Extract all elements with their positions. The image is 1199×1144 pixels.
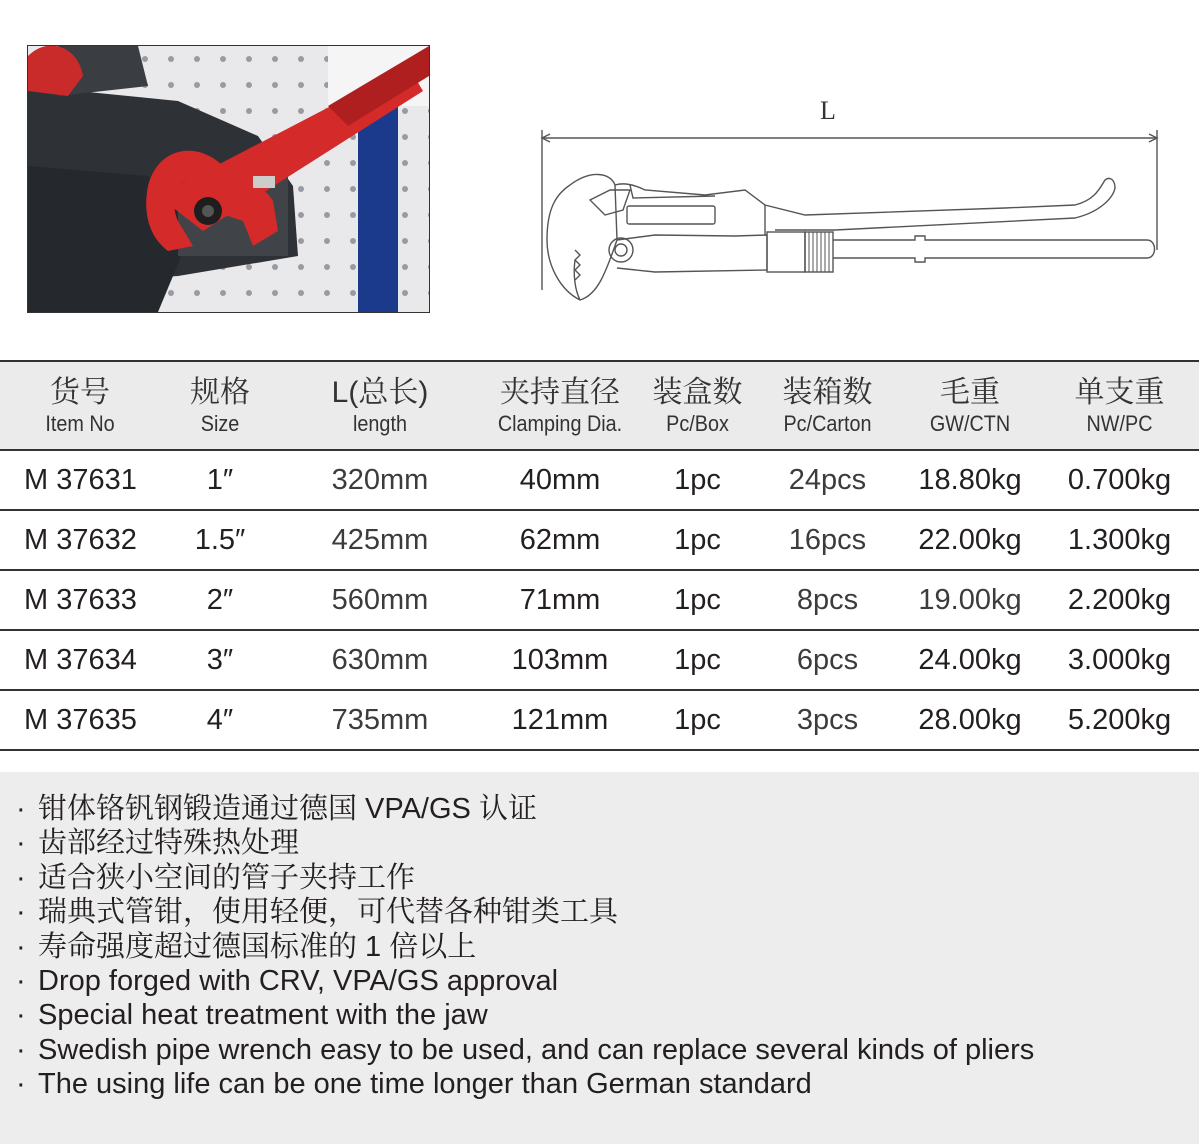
bullet: · bbox=[16, 965, 26, 998]
cell-item-no: M 37634 bbox=[0, 630, 160, 690]
cell-pc-box: 1pc bbox=[640, 510, 755, 570]
header-pc-box: 装盒数 Pc/Box bbox=[640, 361, 755, 450]
cell-pc-carton: 8pcs bbox=[755, 570, 900, 630]
cell-pc-carton: 24pcs bbox=[755, 450, 900, 510]
cell-size: 4″ bbox=[160, 690, 280, 750]
cell-length: 320mm bbox=[280, 450, 480, 510]
header-length: L(总长) length bbox=[280, 361, 480, 450]
cell-pc-box: 1pc bbox=[640, 690, 755, 750]
table-row bbox=[0, 570, 1199, 630]
bullet: · bbox=[16, 793, 26, 825]
cell-nw-pc: 3.000kg bbox=[1040, 630, 1199, 690]
header-clamping-dia: 夹持直径 Clamping Dia. bbox=[480, 361, 640, 450]
header-pc-carton: 装箱数 Pc/Carton bbox=[755, 361, 900, 450]
table-row bbox=[0, 510, 1199, 570]
cell-item-no: M 37631 bbox=[0, 450, 160, 510]
list-item: · 钳体铬钒钢锻造通过德国 VPA/GS 认证 bbox=[16, 793, 537, 825]
cell-nw-pc: 5.200kg bbox=[1040, 690, 1199, 750]
bullet: · bbox=[16, 999, 26, 1032]
cell-item-no: M 37632 bbox=[0, 510, 160, 570]
feature-notes bbox=[0, 772, 1199, 1144]
cell-clamping-dia: 71mm bbox=[480, 570, 640, 630]
header-size: 规格 Size bbox=[160, 361, 280, 450]
bullet: · bbox=[16, 827, 26, 860]
table-row bbox=[0, 690, 1199, 750]
cell-length: 630mm bbox=[280, 630, 480, 690]
cell-gw-ctn: 28.00kg bbox=[900, 690, 1040, 750]
list-item: · 适合狭小空间的管子夹持工作 bbox=[16, 861, 416, 894]
cell-nw-pc: 0.700kg bbox=[1040, 450, 1199, 510]
table-row bbox=[0, 630, 1199, 690]
cell-size: 1.5″ bbox=[160, 510, 280, 570]
cell-clamping-dia: 121mm bbox=[480, 690, 640, 750]
cell-size: 1″ bbox=[160, 450, 280, 510]
bullet: · bbox=[16, 930, 26, 963]
cell-gw-ctn: 18.80kg bbox=[900, 450, 1040, 510]
cell-length: 560mm bbox=[280, 570, 480, 630]
cell-item-no: M 37635 bbox=[0, 690, 160, 750]
feature-list bbox=[0, 772, 1199, 1102]
cell-nw-pc: 2.200kg bbox=[1040, 570, 1199, 630]
cell-pc-carton: 16pcs bbox=[755, 510, 900, 570]
cell-length: 425mm bbox=[280, 510, 480, 570]
list-item: · 齿部经过特殊热处理 bbox=[16, 827, 300, 860]
table-row bbox=[0, 450, 1199, 510]
bullet: · bbox=[16, 1033, 26, 1066]
header-nw-pc: 单支重 NW/PC bbox=[1040, 361, 1199, 450]
cell-gw-ctn: 22.00kg bbox=[900, 510, 1040, 570]
cell-gw-ctn: 24.00kg bbox=[900, 630, 1040, 690]
cell-pc-carton: 6pcs bbox=[755, 630, 900, 690]
cell-item-no: M 37633 bbox=[0, 570, 160, 630]
table-header-row bbox=[0, 361, 1199, 450]
list-item: · Drop forged with CRV, VPA/GS approval bbox=[16, 965, 559, 998]
cell-length: 735mm bbox=[280, 690, 480, 750]
cell-gw-ctn: 19.00kg bbox=[900, 570, 1040, 630]
wrench-line-drawing bbox=[535, 90, 1165, 320]
header-item-no: 货号 Item No bbox=[0, 361, 160, 450]
list-item: · The using life can be one time longer than German standard bbox=[16, 1068, 812, 1101]
bullet: · bbox=[16, 1068, 26, 1101]
cell-clamping-dia: 40mm bbox=[480, 450, 640, 510]
cell-pc-box: 1pc bbox=[640, 570, 755, 630]
cell-pc-box: 1pc bbox=[640, 450, 755, 510]
bullet: · bbox=[16, 861, 26, 894]
pipe-wrench-photo bbox=[28, 46, 429, 312]
product-photo bbox=[27, 45, 430, 313]
cell-pc-box: 1pc bbox=[640, 630, 755, 690]
cell-pc-carton: 3pcs bbox=[755, 690, 900, 750]
list-item: · 瑞典式管钳，使用轻便，可代替各种钳类工具 bbox=[16, 896, 619, 929]
spec-table bbox=[0, 360, 1199, 751]
cell-size: 3″ bbox=[160, 630, 280, 690]
cell-clamping-dia: 103mm bbox=[480, 630, 640, 690]
list-item: · Special heat treatment with the jaw bbox=[16, 999, 488, 1032]
header-gw-ctn: 毛重 GW/CTN bbox=[900, 361, 1040, 450]
length-dimension-label: L bbox=[820, 96, 836, 125]
list-item: · Swedish pipe wrench easy to be used, and can replace several kinds of pliers bbox=[16, 1033, 1035, 1066]
cell-nw-pc: 1.300kg bbox=[1040, 510, 1199, 570]
cell-clamping-dia: 62mm bbox=[480, 510, 640, 570]
cell-size: 2″ bbox=[160, 570, 280, 630]
bullet: · bbox=[16, 896, 26, 929]
list-item: · 寿命强度超过德国标准的 1 倍以上 bbox=[16, 930, 477, 963]
